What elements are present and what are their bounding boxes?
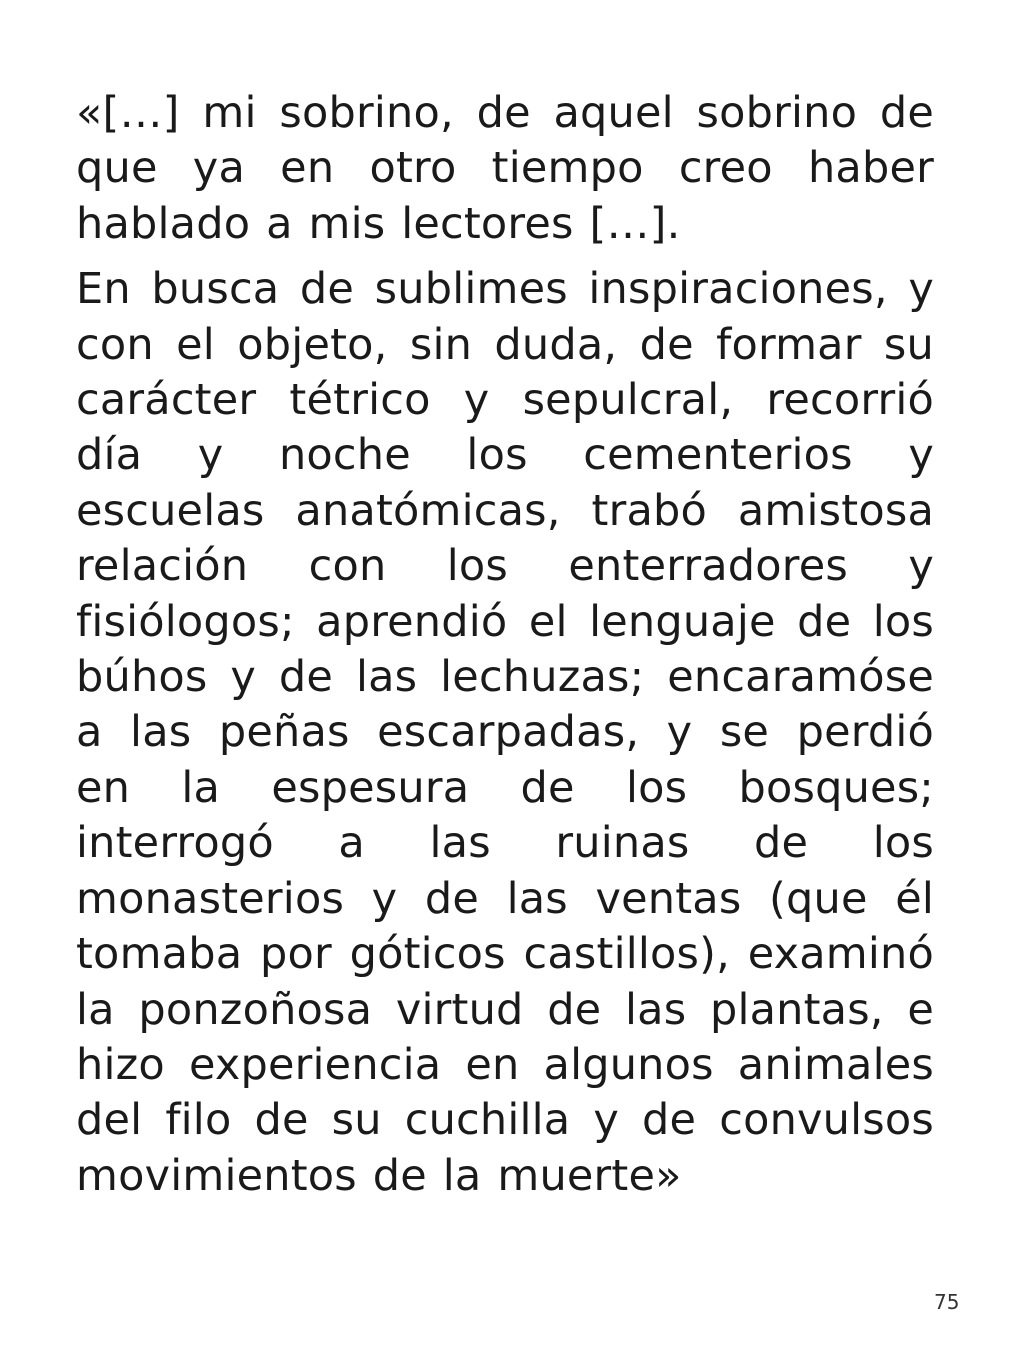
- page-number: 75: [934, 1290, 960, 1314]
- page-body: [76, 86, 934, 1204]
- quote-paragraph-main: En busca de sublimes inspiraciones, y con el objeto, sin duda, de formar su carácter tétrico y sepulcral, recorrió día y noche los cementerios y escuelas anatómicas, trabó amistosa relación con los enterradores y fisiólogos; aprendió el lenguaje de los búhos y de las lechuzas; encaramóse a las peñas escarpadas, y se perdió en la espesura de los bosques; interrogó a las ruinas de los monasterios y de las ventas (que él tomaba por góticos castillos), examinó la ponzoñosa virtud de las plantas, e hizo experiencia en algunos animales del filo de su cuchilla y de convulsos movimientos de la muerte»: [76, 264, 934, 1201]
- quote-paragraph-intro: «[…] mi sobrino, de aquel sobrino de que ya en otro tiempo creo haber hablado a mis lectores […].: [76, 88, 934, 249]
